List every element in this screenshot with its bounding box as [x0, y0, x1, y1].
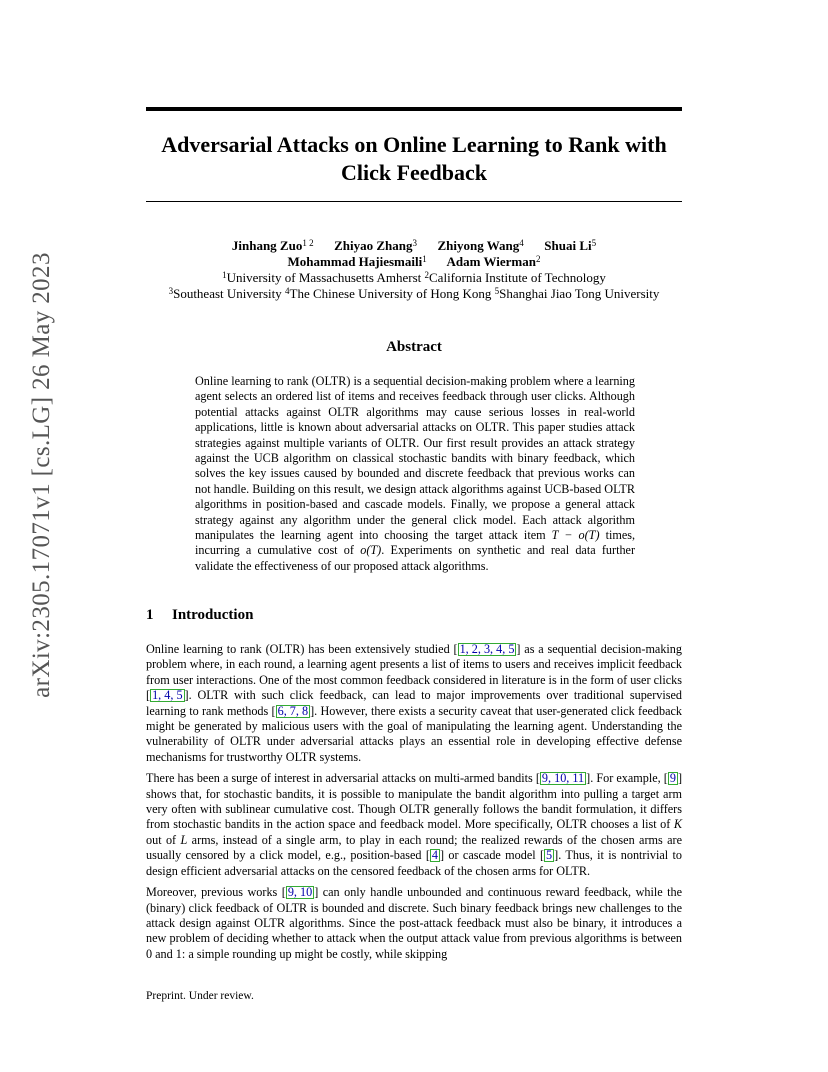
- text: ]. For example, [: [586, 771, 668, 786]
- author-name: Adam Wierman: [446, 254, 536, 269]
- text: ] can only handle unbounded and continuous reward feedback, while the (binary) click feedback of OLTR is bounded and discrete. Such binary feedback brings new challenges to the attack design against OLTR algorithms. Since the post-attack feedback must also be binary, it introduces a new problem of deciding whether to attack when the output attack value from previous algorithms is between: [146, 885, 682, 946]
- text: ]. Thus, it is nontrivial to design efficient adversarial attacks on the censored feedback of the chosen arms for OLTR.: [146, 848, 682, 878]
- math-expression: K: [673, 817, 682, 832]
- math-expression: o(T): [360, 543, 382, 558]
- citation-link[interactable]: 9, 10, 11: [541, 771, 585, 786]
- affiliation: Shanghai Jiao Tong University: [499, 286, 660, 301]
- affiliation-marker: 3: [168, 286, 174, 296]
- author-names-row-1: [146, 238, 682, 254]
- introduction-body: [146, 642, 682, 968]
- title-line-1: Adversarial Attacks on Online Learning to Rank with: [161, 132, 667, 157]
- abstract-text: times, incurring a cumulative cost of: [195, 528, 636, 558]
- paper-title: [146, 131, 682, 187]
- author-affiliation-marker: 1 2: [302, 238, 314, 248]
- abstract-text: Online learning to rank (OLTR) is a sequential decision-making problem where a learning agent selects an ordered list of items and receives feedback through user clicks. Although potential attacks against OLTR algorithms may cause serious losses in real-world applications, little is known about adversarial attacks on OLTR. This paper studies attack strategies against multiple variants of OLTR. Our first result provides an attack strategy against the UCB algorithm on classical stochastic bandits with binary feedback, which solves the key issues caused by bounded and discrete feedback that previous works can not handle. Building on this result, we design attack algorithms against UCB-based OLTR algorithms in position-based and cascade models. Finally, we propose a general attack strategy against any algorithm under the general click model. Each attack algorithm manipulates the learning agent into choosing the target attack item: [195, 374, 635, 543]
- author-affiliation-marker: 1: [422, 254, 427, 264]
- author-affiliation-marker: 4: [519, 238, 524, 248]
- text: ]. However, there exists a security caveat that user-generated click feedback might be generated by malicious users with the goal of manipulating the learning agent. Understanding the vulnerability of OLTR under adversarial attacks plays an essential role in developing effective defense mechanisms for trustworthy OLTR systems.: [146, 703, 682, 764]
- affiliation: Southeast University: [173, 286, 282, 301]
- text: Moreover, previous works [: [146, 885, 286, 900]
- author-name: Mohammad Hajiesmaili: [287, 254, 423, 269]
- text: : a simple rounding up might be costly, while skipping: [181, 946, 448, 961]
- author-block: [146, 238, 682, 302]
- affiliations-row-2: [146, 286, 682, 302]
- arxiv-identifier[interactable]: arXiv:2305.17071v1 [cs.LG] 26 May 2023: [28, 252, 56, 698]
- author-name: Zhiyao Zhang: [334, 238, 413, 253]
- citation-link[interactable]: 9: [669, 771, 676, 786]
- author-affiliation-marker: 5: [591, 238, 597, 248]
- author-affiliation-marker: 2: [535, 254, 541, 264]
- affiliation: California Institute of Technology: [429, 270, 606, 285]
- affiliations-row-1: [146, 270, 682, 286]
- text: ] as a sequential decision-making problem where, in each round, a learning agent presents a list of items to users and receives implicit feedback from user interactions. One of the most common feedback considered in literature is in the form of user clicks [: [146, 642, 682, 703]
- footer-note: Preprint. Under review.: [146, 990, 254, 1002]
- paragraph: [146, 885, 682, 962]
- text: Online learning to rank (OLTR) has been extensively studied [: [146, 642, 458, 656]
- author-name: Zhiyong Wang: [437, 238, 520, 253]
- section-heading-introduction: [146, 607, 253, 624]
- title-top-rule: [146, 107, 682, 111]
- citation-link[interactable]: 1, 2, 3, 4, 5: [459, 642, 515, 656]
- paragraph: [146, 642, 682, 765]
- author-affiliation-marker: 3: [412, 238, 417, 248]
- author-name: Jinhang Zuo: [231, 238, 303, 253]
- abstract-text: . Experiments on synthetic and real data further validate the effectiveness of our proposed attack algorithms.: [195, 543, 636, 573]
- math-expression: L: [180, 832, 188, 847]
- affiliation-marker: 2: [424, 270, 430, 280]
- citation-link[interactable]: 5: [546, 848, 553, 863]
- math-expression: 1: [175, 946, 182, 961]
- title-bottom-rule: [146, 201, 682, 202]
- text: ] or cascade model [: [440, 848, 545, 863]
- abstract-body: [195, 374, 635, 574]
- text: and: [155, 946, 173, 961]
- text: ] shows that, for stochastic bandits, it is possible to manipulate the bandit algorithm into pulling a target arm very often with sublinear cumulative cost. Though OLTR generally follows the bandit formulation, it differs from stochastic bandits in the action space and feedback model. More specifically, OLTR chooses a list of: [146, 771, 682, 832]
- citation-link[interactable]: 4: [431, 848, 439, 863]
- section-number: 1: [146, 607, 154, 623]
- math-expression: 0: [146, 946, 153, 961]
- affiliation-marker: 5: [494, 286, 500, 296]
- author-names-row-2: [146, 254, 682, 270]
- text: ]. OLTR with such click feedback, can lead to major improvements over traditional supervised learning to rank methods [: [146, 688, 682, 718]
- affiliation: University of Massachusetts Amherst: [226, 270, 422, 285]
- text: out of: [146, 832, 177, 847]
- citation-link[interactable]: 9, 10: [287, 885, 313, 900]
- title-line-2: Click Feedback: [340, 160, 488, 185]
- affiliation-marker: 1: [222, 270, 227, 280]
- section-title: Introduction: [172, 607, 254, 623]
- affiliation: The Chinese University of Hong Kong: [289, 286, 492, 301]
- citation-link[interactable]: 6, 7, 8: [277, 703, 309, 718]
- text: arms, instead of a single arm, to play in each round; the realized rewards of the chosen arms are usually censored by a click model, e.g., position-based [: [146, 832, 683, 863]
- paragraph: [146, 771, 682, 879]
- abstract-heading: Abstract: [386, 339, 442, 355]
- affiliation-marker: 4: [285, 286, 290, 296]
- math-expression: T − o(T): [551, 528, 600, 543]
- author-name: Shuai Li: [544, 238, 592, 253]
- text: There has been a surge of interest in adversarial attacks on multi-armed bandits [: [146, 771, 540, 786]
- citation-link[interactable]: 1, 4, 5: [152, 688, 183, 703]
- arxiv-sidebar: [21, 252, 63, 698]
